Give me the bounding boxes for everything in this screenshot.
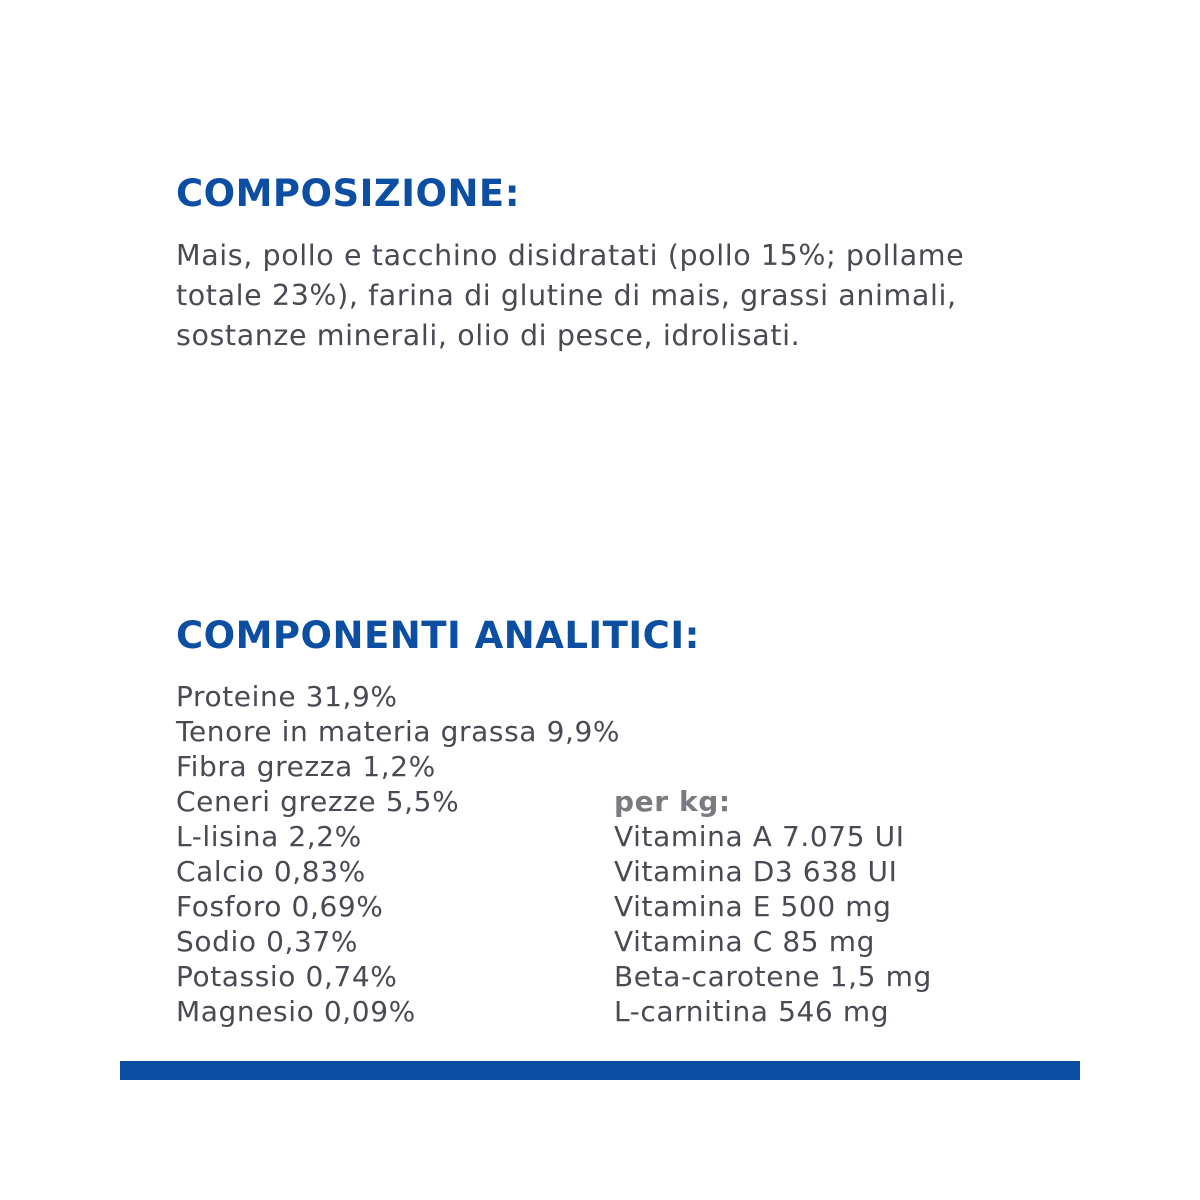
component-lisina: L-lisina 2,2%: [176, 820, 362, 853]
analytical-components-list: [176, 679, 620, 1029]
per-kg-l-carnitina: L-carnitina 546 mg: [614, 995, 890, 1028]
per-kg-vitamina-a: Vitamina A 7.075 UI: [614, 820, 905, 853]
component-fosforo: Fosforo 0,69%: [176, 890, 384, 923]
per-kg-vitamina-e: Vitamina E 500 mg: [614, 890, 892, 923]
component-potassio: Potassio 0,74%: [176, 960, 398, 993]
per-kg-list: [614, 784, 932, 1029]
per-kg-vitamina-d3: Vitamina D3 638 UI: [614, 855, 898, 888]
component-magnesio: Magnesio 0,09%: [176, 995, 416, 1028]
composition-text: Mais, pollo e tacchino disidratati (pollo 15%; pollame totale 23%), farina di glutine di mais, grassi animali, sostanze minerali, olio di pesce, idrolisati.: [176, 239, 965, 352]
composition-heading: COMPOSIZIONE:: [176, 172, 520, 215]
component-ceneri: Ceneri grezze 5,5%: [176, 785, 460, 818]
analytical-components-heading: COMPONENTI ANALITICI:: [176, 614, 700, 657]
component-calcio: Calcio 0,83%: [176, 855, 366, 888]
component-sodio: Sodio 0,37%: [176, 925, 359, 958]
component-grassi: Tenore in materia grassa 9,9%: [176, 715, 621, 748]
per-kg-beta-carotene: Beta-carotene 1,5 mg: [614, 960, 932, 993]
per-kg-vitamina-c: Vitamina C 85 mg: [614, 925, 875, 958]
per-kg-label: per kg:: [614, 785, 731, 818]
component-proteine: Proteine 31,9%: [176, 680, 398, 713]
bottom-accent-bar: [120, 1061, 1080, 1080]
component-fibra: Fibra grezza 1,2%: [176, 750, 436, 783]
